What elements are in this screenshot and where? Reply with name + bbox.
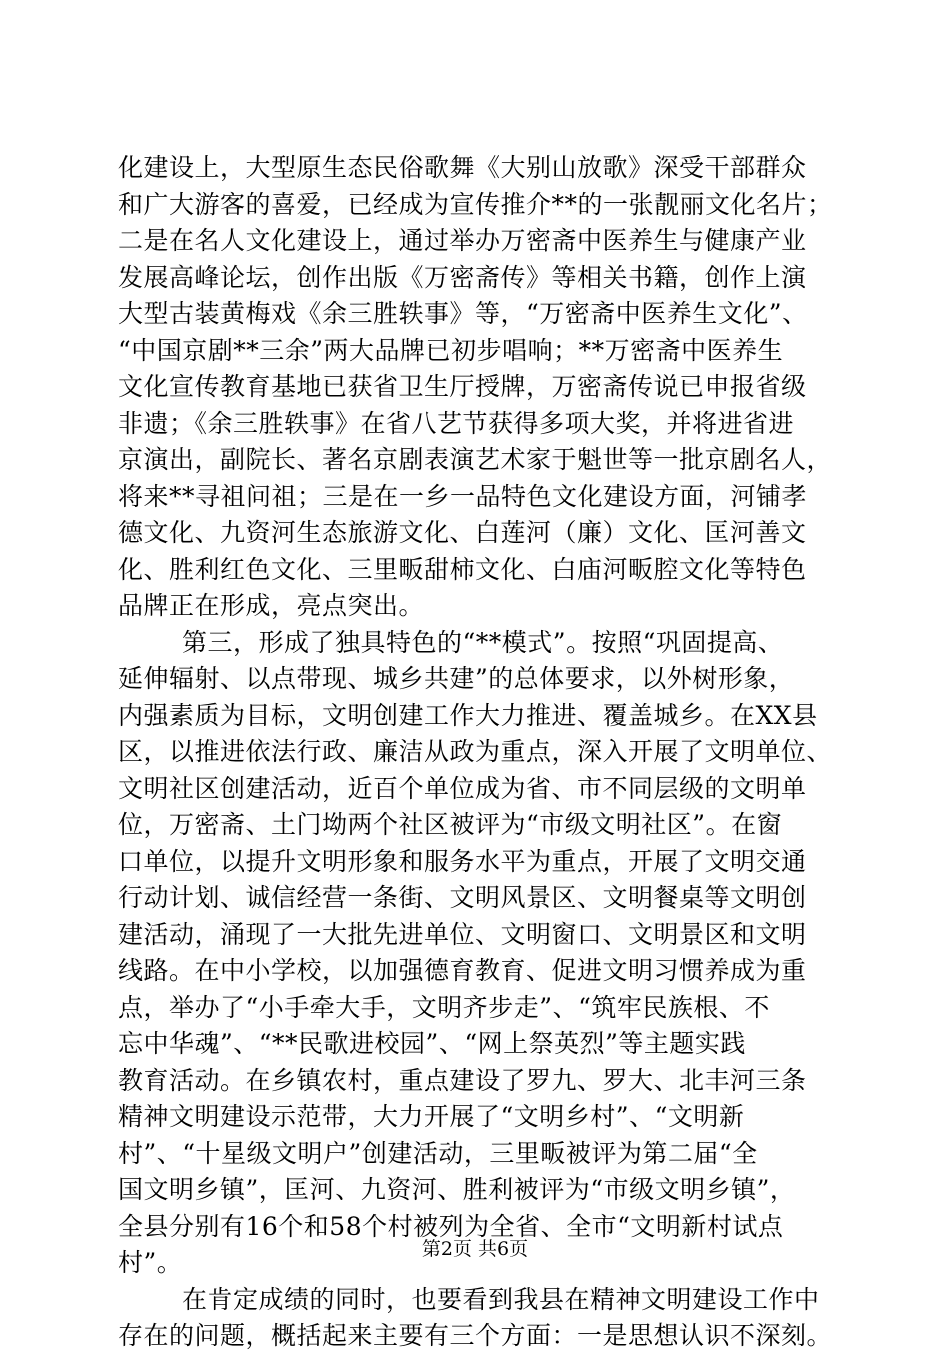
text-line: “中国京剧**三余”两大品牌已初步唱响；**万密斋中医养生 (118, 335, 784, 365)
text-line: 线路。在中小学校，以加强德育教育、促进文明习惯养成为重 (118, 956, 807, 985)
text-line: 精神文明建设示范带，大力开展了“文明乡村”、“文明新 (118, 1102, 745, 1131)
text-line: 延伸辐射、以点带现、城乡共建”的总体要求，以外树形象， (118, 664, 795, 693)
text-line: 村”、“十星级文明户”创建活动，三里畈被评为第二届“全 (118, 1138, 758, 1168)
text-line: 化建设上，大型原生态民俗歌舞《大别山放歌》深受干部群众 (118, 153, 807, 182)
text-line: 二是在名人文化建设上，通过举办万密斋中医养生与健康产业 (118, 226, 807, 255)
text-line: 京演出，副院长、著名京剧表演艺术家于魁世等一批京剧名人， (118, 445, 833, 474)
text-line: 非遗；《余三胜轶事》在省八艺节获得多项大奖，并将进省进 (118, 408, 795, 438)
text-line: 口单位，以提升文明形象和服务水平为重点，开展了文明交通 (118, 846, 807, 876)
text-line: 教育活动。在乡镇农村，重点建设了罗九、罗大、北丰河三条 (118, 1065, 807, 1095)
text-line: 行动计划、诚信经营一条街、文明风景区、文明餐桌等文明创 (118, 883, 807, 912)
text-line: 区，以推进依法行政、廉洁从政为重点，深入开展了文明单位、 (118, 737, 833, 766)
page-footer: 第2页 共6页 (421, 1238, 529, 1260)
text-line: 和广大游客的喜爱，已经成为宣传推介**的一张靓丽文化名片； (118, 189, 833, 219)
text-line: 文化宣传教育基地已获省卫生厅授牌，万密斋传说已申报省级 (118, 372, 807, 401)
document-body (118, 150, 858, 1355)
text-line: 品牌正在形成，亮点突出。 (118, 591, 425, 620)
text-line: 点，举办了“小手牵大手，文明齐步走”、“筑牢民族根、不 (118, 992, 770, 1022)
text-line: 化、胜利红色文化、三里畈甜柿文化、白庙河畈腔文化等特色 (118, 554, 807, 584)
text-line: 将来**寻祖问祖；三是在一乡一品特色文化建设方面，河铺孝 (118, 481, 808, 511)
text-line: 存在的问题，概括起来主要有三个方面：一是思想认识不深刻。 (118, 1321, 833, 1350)
text-line: 大型古装黄梅戏《余三胜轶事》等，“万密斋中医养生文化”、 (118, 299, 808, 328)
text-line: 发展高峰论坛，创作出版《万密斋传》等相关书籍，创作上演 (118, 262, 807, 292)
text-line: 第三，形成了独具特色的“**模式”。按照“巩固提高、 (182, 627, 784, 657)
text-line: 村”。 (118, 1248, 183, 1277)
text-line: 全县分别有16个和58个村被列为全省、全市“文明新村试点 (118, 1211, 784, 1241)
text-line: 德文化、九资河生态旅游文化、白莲河（廉）文化、匡河善文 (118, 518, 807, 547)
text-line: 位，万密斋、土门坳两个社区被评为“市级文明社区”。在窗 (118, 810, 783, 839)
text-line: 国文明乡镇”，匡河、九资河、胜利被评为“市级文明乡镇”， (118, 1175, 796, 1204)
text-line: 忘中华魂”、“**民歌进校园”、“网上祭英烈”等主题实践 (118, 1029, 746, 1058)
text-line: 建活动，涌现了一大批先进单位、文明窗口、文明景区和文明 (118, 919, 807, 949)
text-line: 文明社区创建活动，近百个单位成为省、市不同层级的文明单 (118, 773, 807, 803)
text-line: 在肯定成绩的同时，也要看到我县在精神文明建设工作中 (182, 1284, 820, 1314)
text-line: 内强素质为目标，文明创建工作大力推进、覆盖城乡。在XX县 (118, 700, 818, 730)
